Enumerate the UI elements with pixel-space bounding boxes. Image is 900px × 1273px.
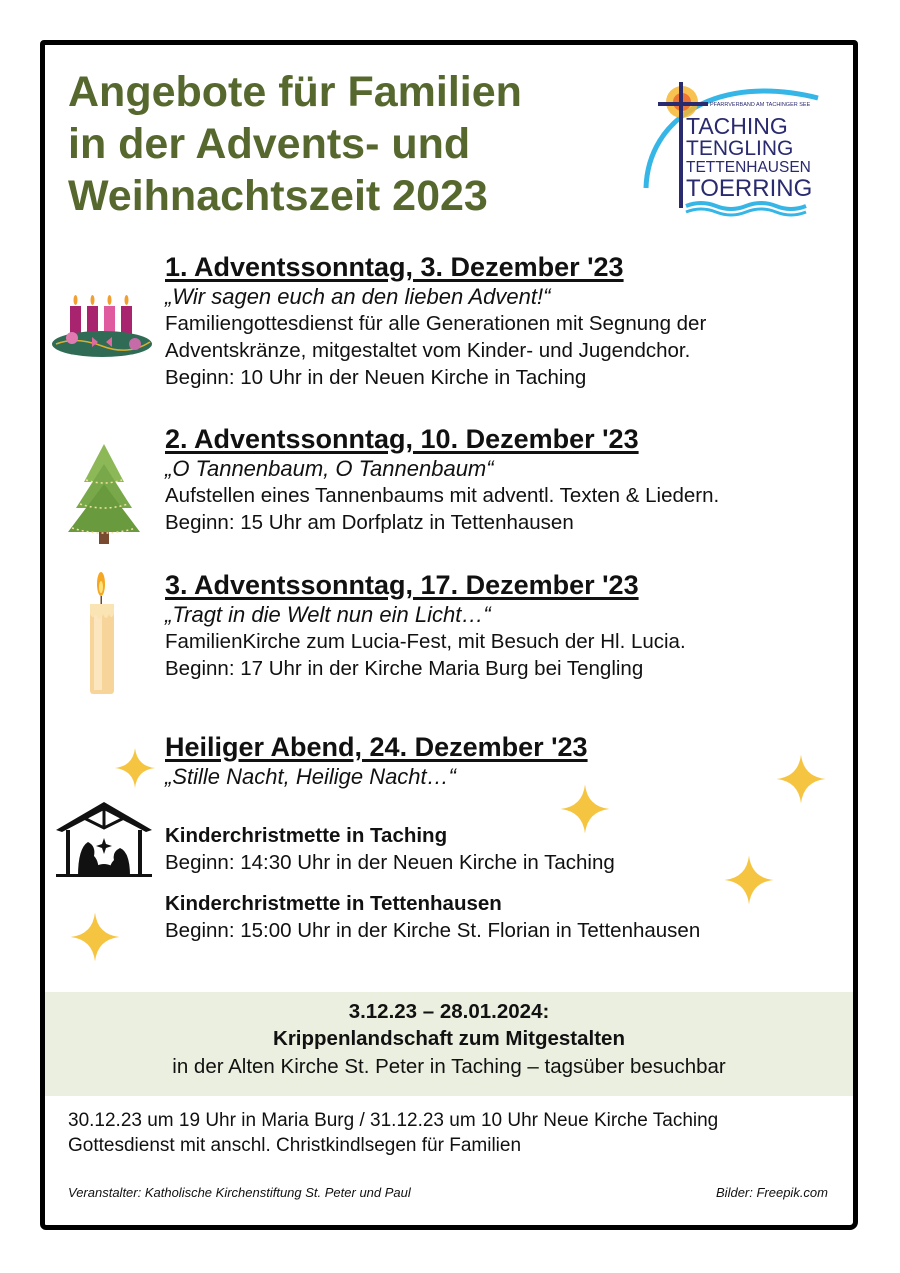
service-title: Kinderchristmette in Tettenhausen — [165, 892, 502, 915]
event-advent-2 — [165, 424, 719, 536]
event-line: Familiengottesdienst für alle Generationen mit Segnung der — [165, 312, 707, 335]
christmas-tree-icon — [64, 442, 144, 552]
highlight-title: Krippenlandschaft zum Mitgestalten — [273, 1027, 625, 1050]
candle-icon — [84, 570, 120, 703]
organizer-note: Veranstalter: Katholische Kirchenstiftung St. Peter und Paul — [68, 1185, 411, 1200]
event-heading: 1. Adventssonntag, 3. Dezember '23 — [165, 252, 624, 282]
service-title: Kinderchristmette in Taching — [165, 824, 448, 847]
event-quote: „O Tannenbaum, O Tannenbaum“ — [165, 456, 494, 481]
extra-events — [68, 1108, 718, 1158]
event-advent-1 — [165, 252, 706, 391]
title-line-1: Angebote für Familien — [68, 68, 522, 116]
svg-text:PFARRVERBAND AM TACHINGER SEE: PFARRVERBAND AM TACHINGER SEE — [710, 102, 811, 108]
highlight-band — [45, 992, 853, 1096]
svg-text:TETTENHAUSEN: TETTENHAUSEN — [686, 159, 811, 176]
page-title — [68, 66, 522, 222]
event-heading: 2. Adventssonntag, 10. Dezember '23 — [165, 424, 639, 454]
extra-line-2: Gottesdienst mit anschl. Christkindlsegen für Familien — [68, 1135, 522, 1156]
svg-text:TOERRING: TOERRING — [686, 175, 813, 202]
svg-text:TACHING: TACHING — [686, 113, 788, 139]
sparkle-icon — [722, 853, 776, 907]
event-heading: 3. Adventssonntag, 17. Dezember '23 — [165, 570, 639, 600]
title-line-3: Weihnachtszeit 2023 — [68, 172, 488, 220]
logo-graphic — [638, 78, 823, 218]
event-heading: Heiliger Abend, 24. Dezember '23 — [165, 732, 588, 762]
event-line: FamilienKirche zum Lucia-Fest, mit Besuch der Hl. Lucia. — [165, 630, 686, 653]
sparkle-icon — [113, 746, 157, 790]
event-line: Beginn: 15 Uhr am Dorfplatz in Tettenhausen — [165, 511, 574, 534]
event-quote: „Tragt in die Welt nun ein Licht…“ — [165, 602, 491, 627]
event-quote: „Wir sagen euch an den lieben Advent!“ — [165, 284, 551, 309]
event-line: Beginn: 17 Uhr in der Kirche Maria Burg bei Tengling — [165, 657, 644, 680]
parish-logo — [638, 78, 823, 218]
event-line: Adventskränze, mitgestaltet vom Kinder- und Jugendchor. — [165, 339, 691, 362]
sparkle-icon — [68, 910, 122, 964]
svg-text:TENGLING: TENGLING — [686, 137, 794, 160]
event-quote: „Stille Nacht, Heilige Nacht…“ — [165, 764, 456, 789]
title-line-2: in der Advents- und — [68, 120, 471, 168]
highlight-dates: 3.12.23 – 28.01.2024: — [348, 1000, 550, 1023]
image-credits: Bilder: Freepik.com — [716, 1185, 828, 1200]
event-line: Aufstellen eines Tannenbaums mit adventl. Texten & Liedern. — [165, 484, 720, 507]
sparkle-icon — [774, 752, 828, 806]
advent-wreath-icon — [50, 292, 155, 365]
extra-line-1: 30.12.23 um 19 Uhr in Maria Burg / 31.12.23 um 10 Uhr Neue Kirche Taching — [68, 1110, 719, 1131]
service-time: Beginn: 15:00 Uhr in der Kirche St. Florian in Tettenhausen — [165, 919, 701, 942]
nativity-icon — [54, 800, 154, 885]
service-time: Beginn: 14:30 Uhr in der Neuen Kirche in Taching — [165, 851, 615, 874]
highlight-subtitle: in der Alten Kirche St. Peter in Taching – tagsüber besuchbar — [172, 1055, 726, 1078]
event-advent-3 — [165, 570, 686, 682]
event-christmas-eve — [165, 732, 700, 944]
event-line: Beginn: 10 Uhr in der Neuen Kirche in Taching — [165, 366, 587, 389]
